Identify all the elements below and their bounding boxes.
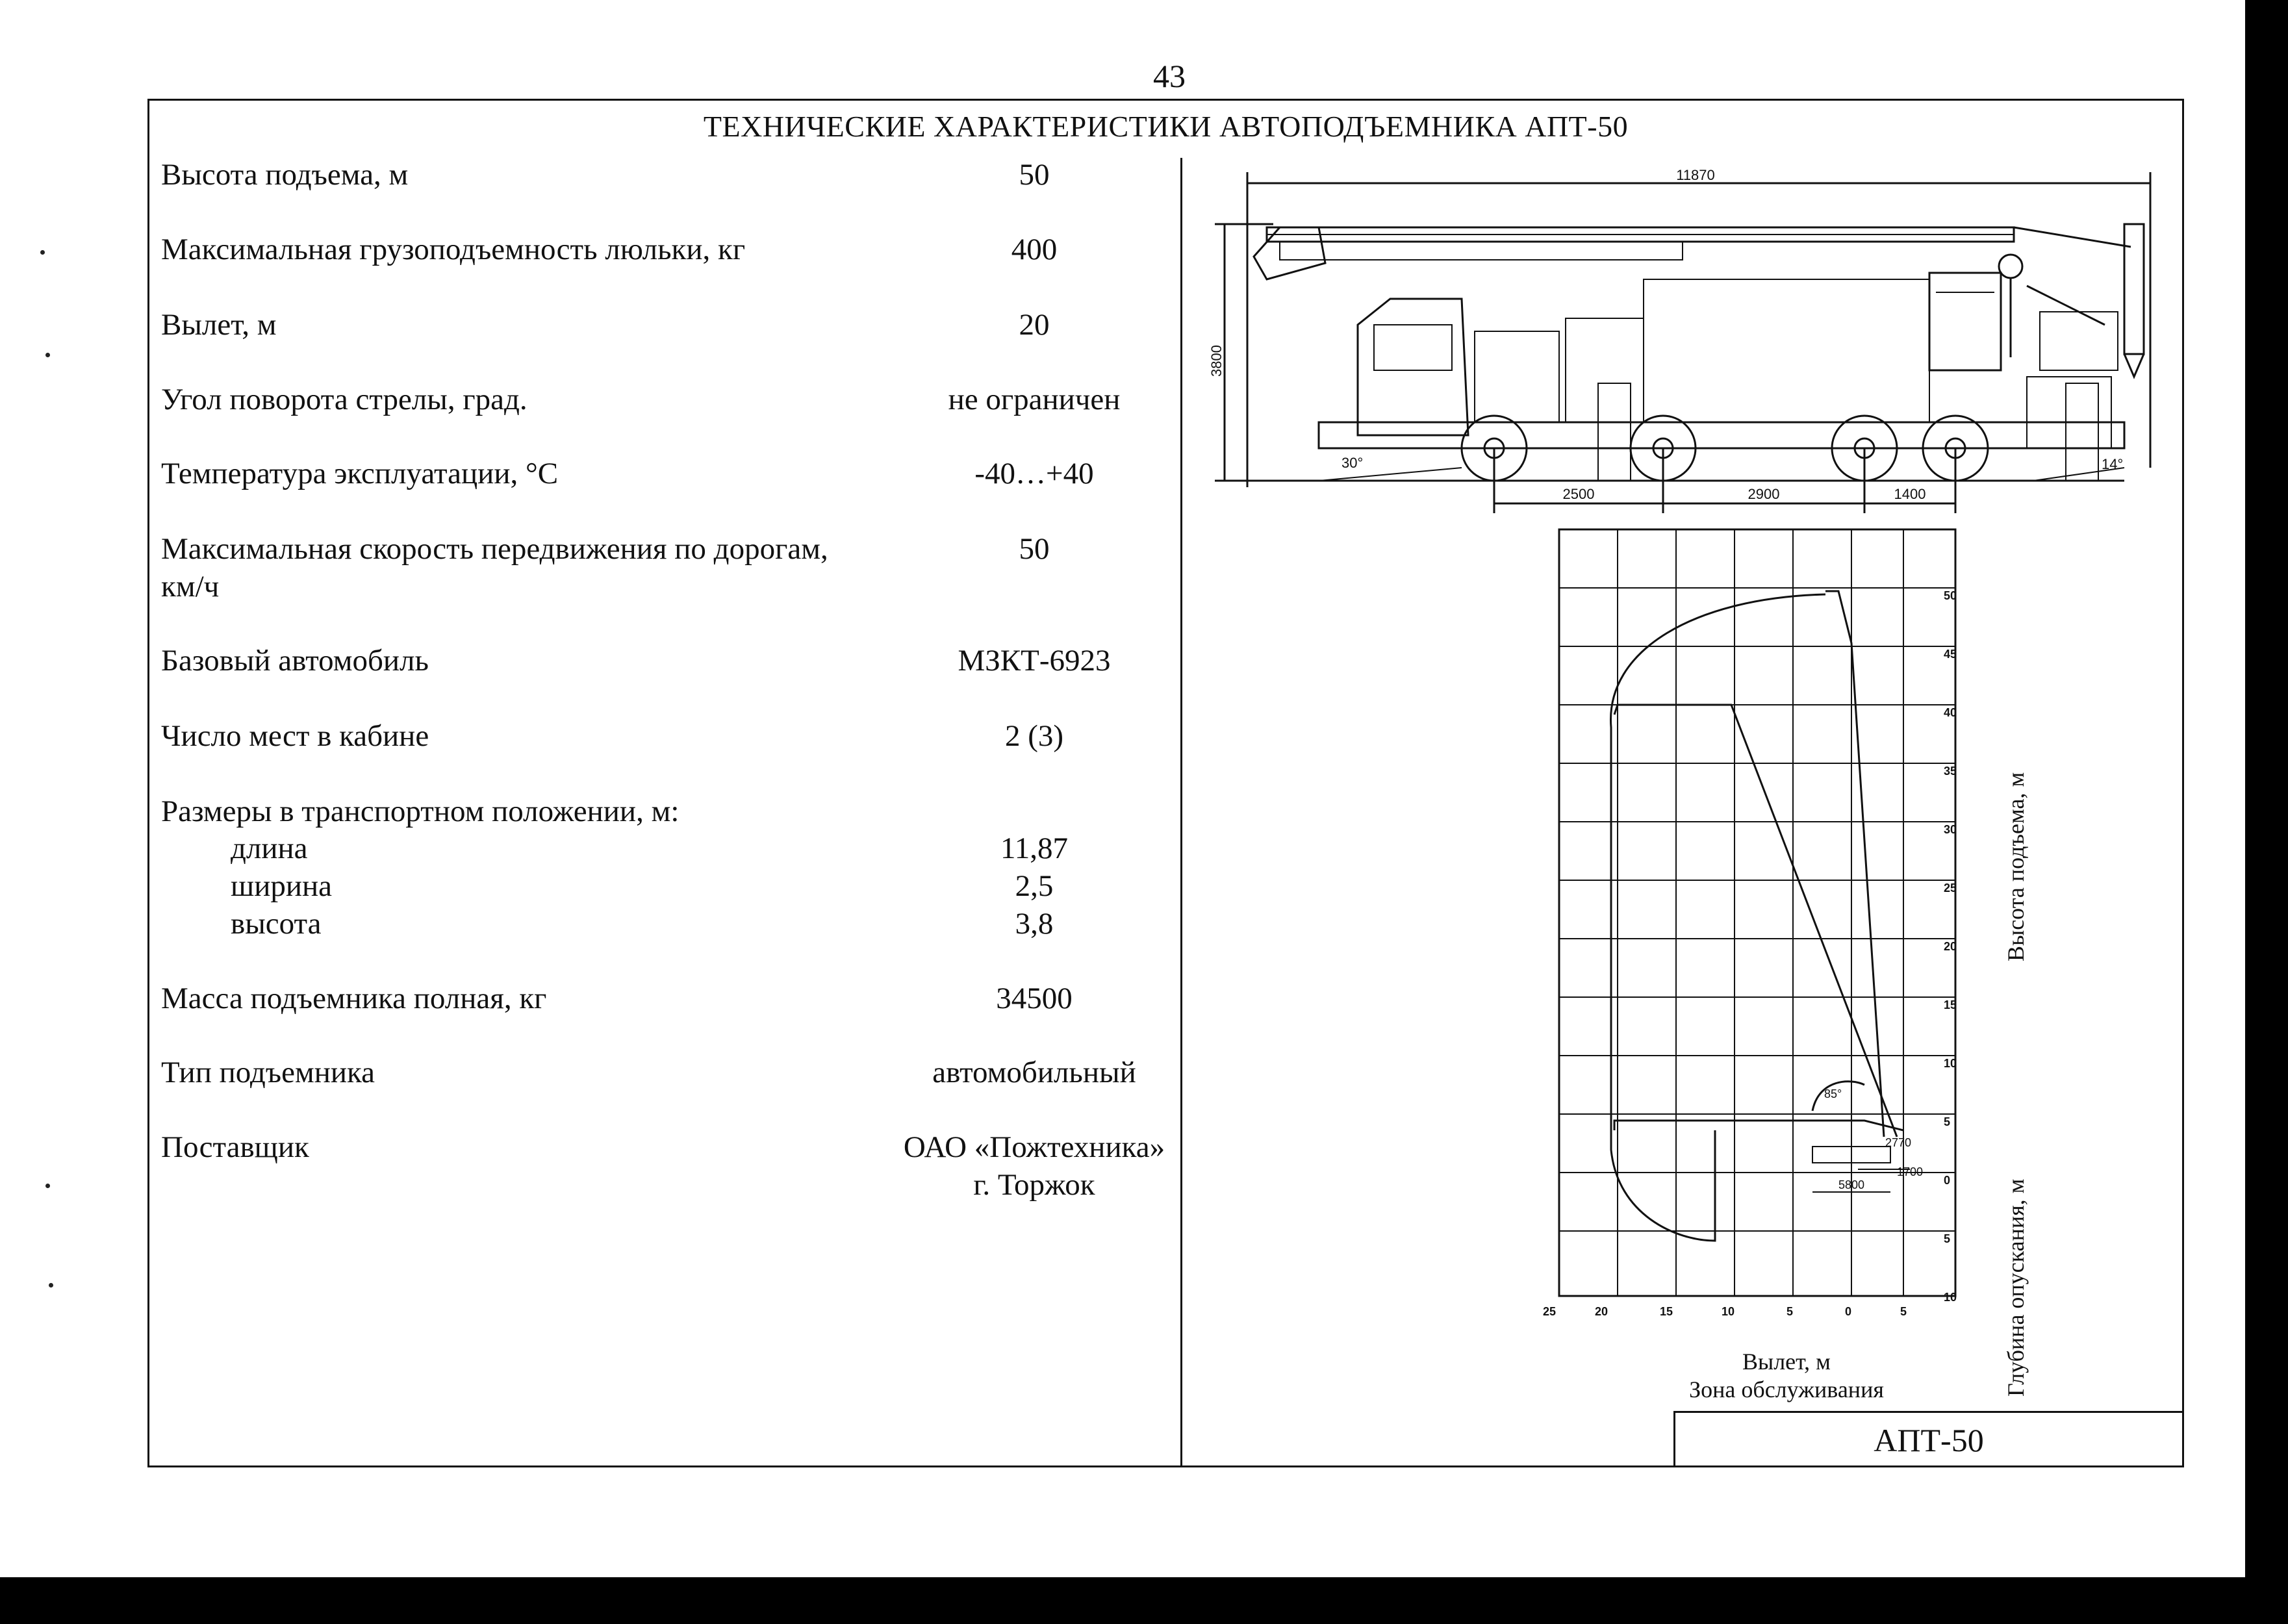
scan-speck xyxy=(40,250,45,255)
scan-border-bottom xyxy=(0,1577,2288,1624)
spec-label-speed: Максимальная скорость передвижения по дорогам, xyxy=(161,532,828,566)
spec-label-lift-height: Высота подъема, м xyxy=(161,158,409,192)
svg-text:35: 35 xyxy=(1944,765,1957,778)
scan-speck xyxy=(45,1184,50,1188)
truck-side-view-drawing xyxy=(1189,162,2176,526)
spec-label-speed-unit: км/ч xyxy=(161,570,220,603)
spec-value-supplier-city: г. Торжок xyxy=(973,1168,1095,1202)
svg-text:10: 10 xyxy=(1944,1291,1957,1304)
dim-5800: 5800 xyxy=(1838,1178,1865,1191)
spec-label-capacity: Максимальная грузоподъемность люльки, кг xyxy=(161,233,746,266)
boom-tip xyxy=(2124,224,2144,354)
svg-text:15: 15 xyxy=(1659,1305,1673,1318)
spec-value-base-vehicle: МЗКТ-6923 xyxy=(958,644,1111,678)
zone-y-up-label: Высота подъема, м xyxy=(2003,772,2029,961)
svg-text:50: 50 xyxy=(1944,589,1957,602)
zone-y-down-label: Глубина опускания, м xyxy=(2003,1178,2029,1397)
svg-text:5: 5 xyxy=(1944,1115,1951,1128)
wheelbase-1-label: 2500 xyxy=(1562,486,1595,502)
dim-1700: 1700 xyxy=(1897,1165,1924,1178)
wheelbase-2-label: 2900 xyxy=(1748,486,1780,502)
zone-envelope xyxy=(1610,591,1903,1241)
spec-value-length: 11,87 xyxy=(1000,831,1068,865)
spec-value-lift-height: 50 xyxy=(1019,158,1050,192)
spec-label-base-vehicle: Базовый автомобиль xyxy=(161,644,429,678)
svg-text:25: 25 xyxy=(1944,882,1957,894)
column-divider xyxy=(1180,158,1182,1467)
svg-text:5: 5 xyxy=(1944,1232,1951,1245)
wheelbase-3-label: 1400 xyxy=(1894,486,1926,502)
page-number: 43 xyxy=(1153,58,1186,94)
svg-text:5: 5 xyxy=(1900,1305,1907,1318)
working-zone-chart xyxy=(1514,526,1968,1325)
spec-value-rotation: не ограничен xyxy=(948,383,1121,416)
spec-label-rotation: Угол поворота стрелы, град. xyxy=(161,383,528,416)
zone-x-axis-label: Вылет, м xyxy=(1742,1349,1831,1375)
dim-length-label: 11870 xyxy=(1676,167,1715,183)
spec-label-lift-type: Тип подъемника xyxy=(161,1056,375,1089)
svg-text:5: 5 xyxy=(1786,1305,1794,1318)
spec-label-seats: Число мест в кабине xyxy=(161,719,429,753)
spec-value-temperature: -40…+40 xyxy=(974,457,1094,490)
spec-label-supplier: Поставщик xyxy=(161,1130,309,1164)
dim-height-label: 3800 xyxy=(1208,345,1225,377)
sheet-title: ТЕХНИЧЕСКИЕ ХАРАКТЕРИСТИКИ АВТОПОДЪЕМНИКА АПТ-50 xyxy=(703,110,1629,143)
departure-angle-label: 14° xyxy=(2102,456,2124,472)
spec-label-reach: Вылет, м xyxy=(161,308,277,342)
scan-speck xyxy=(45,353,50,357)
approach-angle-label: 30° xyxy=(1341,455,1364,471)
spec-value-capacity: 400 xyxy=(1011,233,1058,266)
svg-text:25: 25 xyxy=(1542,1305,1557,1318)
svg-text:15: 15 xyxy=(1944,998,1957,1011)
spec-value-lift-type: автомобильный xyxy=(932,1056,1136,1089)
svg-text:0: 0 xyxy=(1844,1305,1852,1318)
spec-label-temperature: Температура эксплуатации, °С xyxy=(161,457,559,490)
svg-text:45: 45 xyxy=(1944,648,1957,661)
svg-text:0: 0 xyxy=(1944,1174,1951,1187)
spec-value-seats: 2 (3) xyxy=(1004,719,1064,753)
spec-value-height: 3,8 xyxy=(1015,907,1054,941)
spec-label-length: длина xyxy=(231,831,308,865)
svg-text:40: 40 xyxy=(1944,706,1957,719)
spec-value-speed: 50 xyxy=(1019,532,1050,566)
dim-2770: 2770 xyxy=(1885,1136,1912,1149)
spec-value-reach: 20 xyxy=(1019,308,1050,342)
title-block-text: АПТ-50 xyxy=(1874,1422,1984,1458)
zone-x-ticks xyxy=(1543,1305,1907,1318)
svg-text:30: 30 xyxy=(1944,823,1957,836)
svg-text:20: 20 xyxy=(1944,940,1957,953)
spec-label-mass: Масса подъемника полная, кг xyxy=(161,982,547,1015)
spec-value-width: 2,5 xyxy=(1015,869,1054,903)
scan-border-right xyxy=(2245,0,2288,1585)
scan-speck xyxy=(49,1283,53,1288)
spec-value-mass: 34500 xyxy=(996,982,1073,1015)
turret-cabin xyxy=(1929,273,2001,370)
angle-85: 85° xyxy=(1824,1087,1842,1100)
spec-label-height: высота xyxy=(231,907,322,941)
spec-label-dimensions: Размеры в транспортном положении, м: xyxy=(161,794,680,828)
spec-label-width: ширина xyxy=(231,869,333,903)
svg-text:10: 10 xyxy=(1944,1057,1957,1070)
svg-text:20: 20 xyxy=(1594,1305,1608,1318)
svg-text:10: 10 xyxy=(1721,1305,1735,1318)
zone-caption: Зона обслуживания xyxy=(1689,1377,1884,1402)
spec-value-supplier: ОАО «Пожтехника» xyxy=(903,1130,1165,1164)
